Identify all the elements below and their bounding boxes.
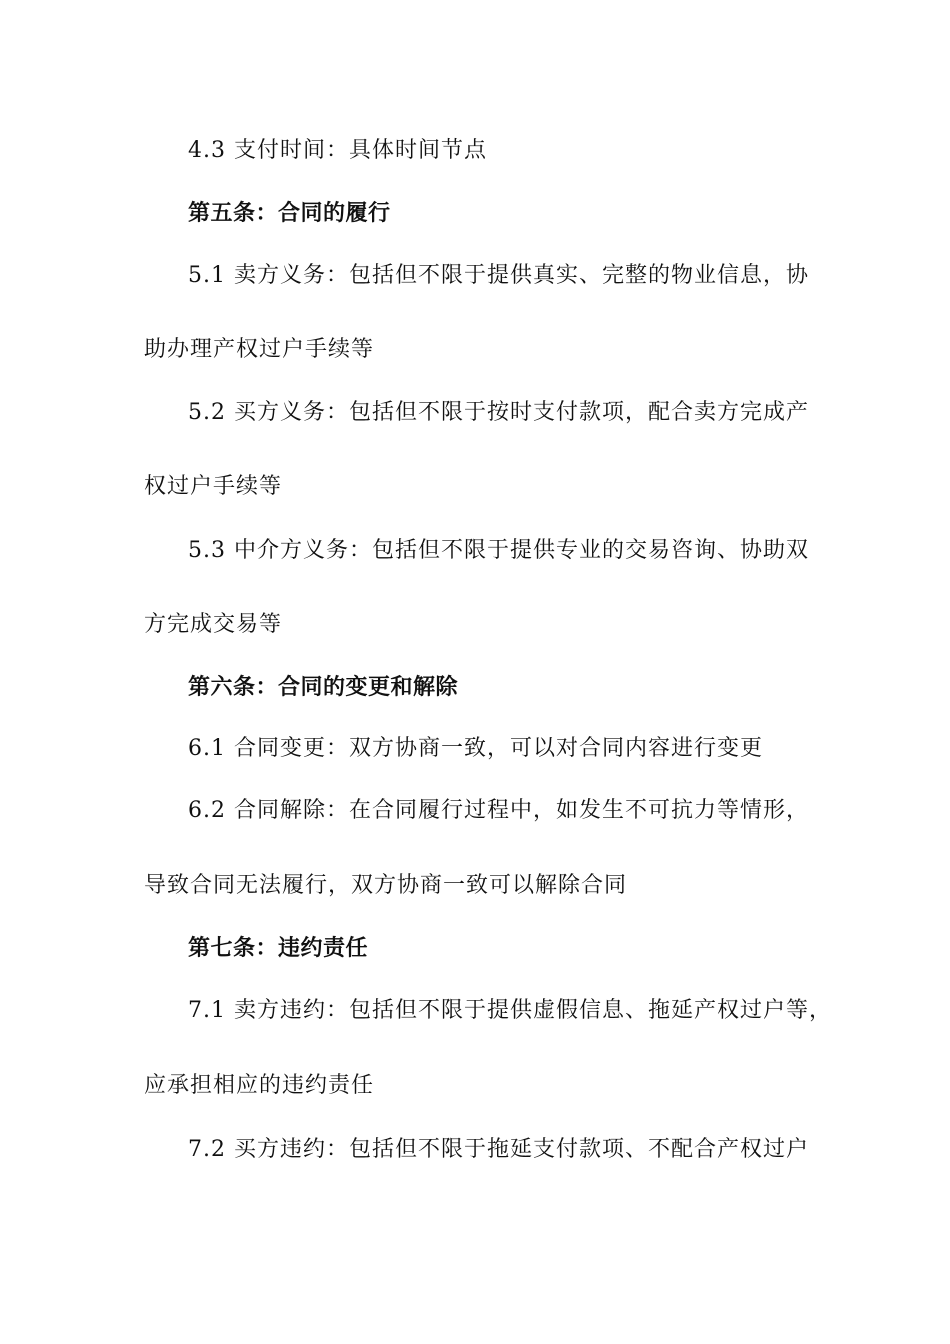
clause-5-1-line-2: 助办理产权过户手续等 [144, 337, 375, 362]
clause-7-1-line-2: 应承担相应的违约责任 [144, 1073, 375, 1098]
clause-5-3-line-1: 5.3 中介方义务：包括但不限于提供专业的交易咨询、协助双 [188, 538, 809, 563]
clause-5-1-line-1: 5.1 卖方义务：包括但不限于提供真实、完整的物业信息，协 [188, 263, 809, 288]
article-6-heading: 第六条：合同的变更和解除 [188, 675, 459, 700]
clause-5-2-line-2: 权过户手续等 [144, 474, 283, 499]
clause-4-3: 4.3 支付时间：具体时间节点 [188, 138, 487, 163]
article-7-heading: 第七条：违约责任 [188, 936, 369, 961]
clause-6-1: 6.1 合同变更：双方协商一致，可以对合同内容进行变更 [188, 736, 763, 761]
article-5-heading: 第五条：合同的履行 [188, 201, 391, 226]
clause-7-1-line-1: 7.1 卖方违约：包括但不限于提供虚假信息、拖延产权过户等， [188, 998, 832, 1023]
clause-5-3-line-2: 方完成交易等 [144, 612, 283, 637]
clause-6-2-line-1: 6.2 合同解除：在合同履行过程中，如发生不可抗力等情形， [188, 798, 809, 823]
clause-7-2-line-1: 7.2 买方违约：包括但不限于拖延支付款项、不配合产权过户 [188, 1137, 809, 1162]
clause-5-2-line-1: 5.2 买方义务：包括但不限于按时支付款项，配合卖方完成产 [188, 400, 809, 425]
clause-6-2-line-2: 导致合同无法履行，双方协商一致可以解除合同 [144, 873, 628, 898]
